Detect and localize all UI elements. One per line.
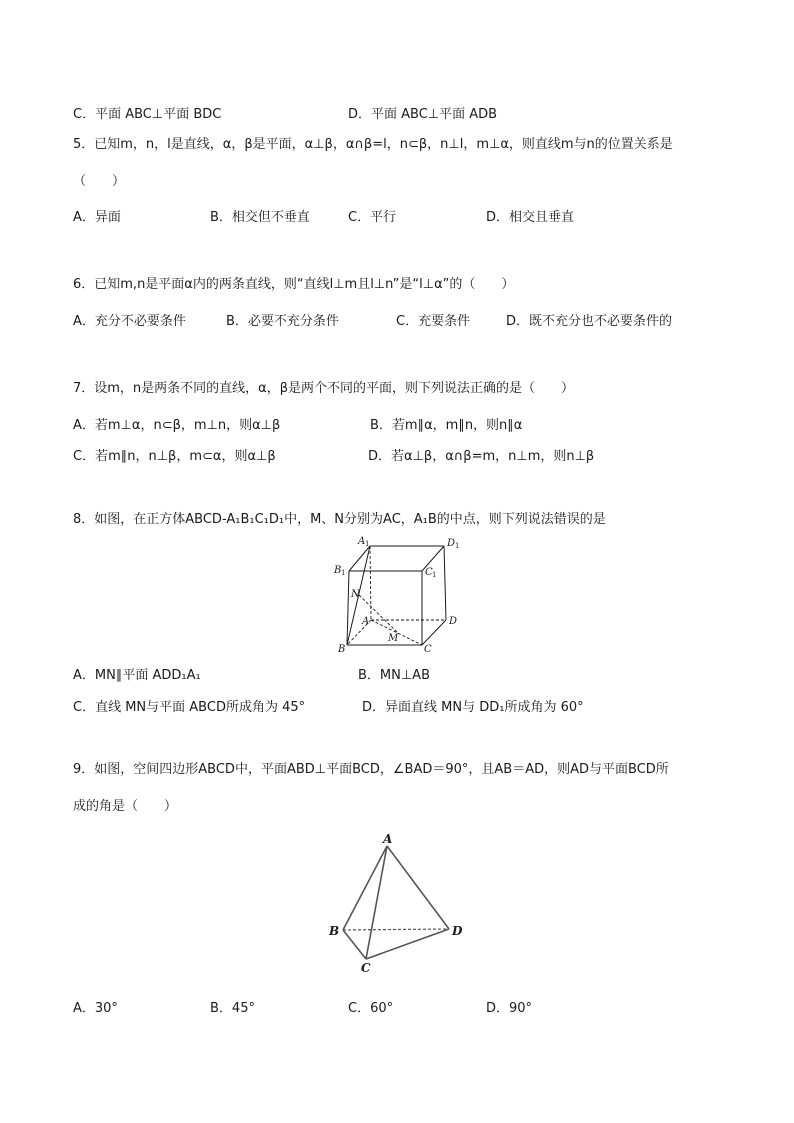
q8-stem: 8．如图，在正方体ABCD-A₁B₁C₁D₁中，M、N分别为AC，A₁B的中点，则下列说法错误的是	[73, 512, 606, 527]
q8-option-b: B．MN⊥AB	[358, 668, 430, 683]
q9-label-a: A	[383, 832, 393, 846]
q5-option-b: B．相交但不垂直	[210, 210, 310, 225]
q9-stem-line1: 9．如图，空间四边形ABCD中，平面ABD⊥平面BCD，∠BAD＝90°，且AB＝AD，则AD与平面BCD所	[73, 762, 669, 777]
q9-stem-line2: 成的角是（ ）	[73, 799, 178, 814]
q6-option-a: A．充分不必要条件	[73, 314, 186, 329]
q4-option-c: C．平面 ABC⊥平面 BDC	[73, 107, 222, 122]
q8-label-c: C	[424, 644, 432, 655]
q8-option-c: C．直线 MN与平面 ABCD所成角为 45°	[73, 700, 306, 715]
q8-label-b1-sub: 1	[341, 569, 346, 577]
q8-label-n: N	[351, 589, 360, 600]
q8-option-d: D．异面直线 MN与 DD₁所成角为 60°	[362, 700, 584, 715]
q7-stem: 7．设m，n是两条不同的直线，α，β是两个不同的平面，则下列说法正确的是（ ）	[73, 381, 575, 396]
q7-option-a: A．若m⊥α，n⊂β，m⊥n，则α⊥β	[73, 418, 281, 433]
q9-option-b: B．45°	[210, 1001, 255, 1016]
q6-option-b: B．必要不充分条件	[226, 314, 339, 329]
q8-cube-figure	[330, 532, 465, 656]
q8-label-a1-sub: 1	[365, 540, 370, 548]
q8-option-a: A．MN∥平面 ADD₁A₁	[73, 668, 201, 683]
q6-option-c: C．充要条件	[396, 314, 471, 329]
q8-label-m: M	[388, 633, 399, 644]
q8-label-d1: D	[447, 538, 456, 549]
q5-option-c: C．平行	[348, 210, 397, 225]
q9-label-d: D	[452, 924, 463, 938]
q7-option-c: C．若m∥n，n⊥β，m⊂α，则α⊥β	[73, 449, 276, 464]
q6-stem: 6．已知m,n是平面α内的两条直线，则“直线l⊥m且l⊥n”是“l⊥α”的（ ）	[73, 277, 515, 292]
q5-stem: 5．已知m，n，l是直线，α，β是平面，α⊥β，α∩β=l，n⊂β，n⊥l，m⊥α，则直线m与n的位置关系是	[73, 137, 673, 152]
q9-option-d: D．90°	[486, 1001, 533, 1016]
q8-label-a1: A	[358, 536, 366, 547]
q5-option-a: A．异面	[73, 210, 121, 225]
q5-answer-paren: （ ）	[73, 174, 126, 189]
q5-option-d: D．相交且垂直	[486, 210, 575, 225]
q8-label-d1-sub: 1	[455, 542, 460, 550]
q8-label-a: A	[362, 616, 370, 627]
q9-tetrahedron-figure	[325, 828, 470, 976]
q8-label-d: D	[449, 616, 458, 627]
q7-option-b: B．若m∥α，m∥n，则n∥α	[370, 418, 523, 433]
q8-label-b: B	[338, 644, 346, 655]
q8-label-b1: B	[334, 565, 342, 576]
q6-option-d: D．既不充分也不必要条件的	[506, 314, 673, 329]
q9-option-c: C．60°	[348, 1001, 394, 1016]
q4-option-d: D．平面 ABC⊥平面 ADB	[348, 107, 498, 122]
q9-option-a: A．30°	[73, 1001, 118, 1016]
q9-label-b: B	[329, 924, 340, 938]
q7-option-d: D．若α⊥β，α∩β=m，n⊥m，则n⊥β	[368, 449, 595, 464]
q8-label-c1-sub: 1	[432, 571, 437, 579]
q9-label-c: C	[361, 961, 371, 975]
q8-label-c1: C	[425, 567, 433, 578]
